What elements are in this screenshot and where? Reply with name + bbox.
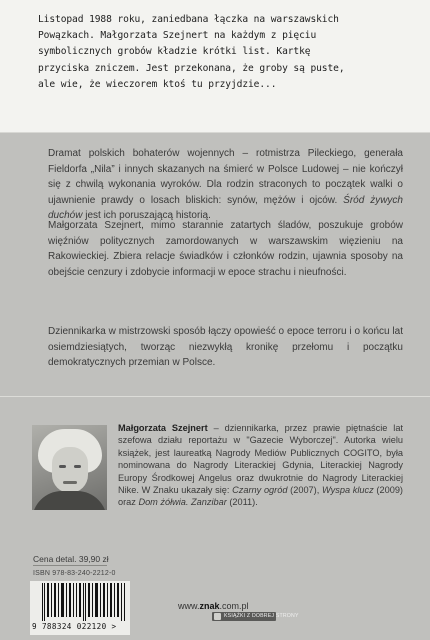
paragraph-text: Dramat polskich bohaterów wojennych – rotmistrza Pileckiego, generała Fieldorfa „Nila” i innych skazanych na śmierć w Polsce Ludowej – nie kończył się z chwilą wykonania wyroków. Dla rodzin straconych to początek walki o ujawnienie prawdy o losach bliskich: synów, mężów i ojców. bbox=[48, 148, 403, 206]
barcode-bars bbox=[42, 583, 126, 621]
book-title: Dom żółwia. Zanzibar bbox=[138, 497, 227, 508]
publisher-url bbox=[178, 601, 249, 611]
publisher-logo-icon bbox=[214, 613, 221, 620]
description-paragraph-1 bbox=[48, 146, 403, 224]
author-photo bbox=[32, 425, 107, 510]
price-label: Cena detal. 39,90 zł bbox=[33, 554, 109, 564]
url-suffix: .com.pl bbox=[219, 601, 249, 611]
book-title: Śród żywych duchów bbox=[48, 194, 403, 222]
book-title: Wyspa klucz bbox=[321, 485, 374, 496]
publisher-tagline: KSIĄŻKI Z DOBREJ STRONY bbox=[224, 613, 299, 619]
description-paragraph-2: Małgorzata Szejnert, mimo starannie zatartych śladów, poszukuje grobów więźniów politycznych zamordowanych w warszawskim więzieniu na Rakowieckiej. Zbiera relacje świadków i członków rodzin, ujawnia sposoby na obejście cenzury i zdobycie informacji w epoce strachu i nieufności. bbox=[48, 220, 403, 278]
quote-line: ale wie, że wieczorem ktoś tu przyjdzie... bbox=[38, 78, 277, 90]
quote-box bbox=[0, 0, 430, 133]
price-underline bbox=[33, 565, 107, 566]
bio-text: (2011). bbox=[226, 497, 258, 508]
quote-line: Listopad 1988 roku, zaniedbana łączka na warszawskich bbox=[38, 14, 339, 25]
intro-quote bbox=[38, 12, 398, 93]
barcode-digits: 9 788324 022120 > bbox=[32, 622, 117, 631]
bio-text: – dziennikarka, przez prawie piętnaście lat szefowa działu reportażu w "Gazecie Wyborczej". Autorka wielu książek, jest laureatką Nagrody Mediów Publicznych COGITO, była nominowana do Nagrody Literackiej Gdynia, Literackiej Nagrody Europy Środkowej Angelus oraz dwukrotnie do Nagrody Literackiej Nike. W Znaku ukazały się: bbox=[118, 423, 404, 496]
description-paragraph-3: Dziennikarka w mistrzowski sposób łączy opowieść o epoce terroru i o końcu lat osiemdziesiątych, tworząc niezwykłą kronikę przełomu i początku demokratycznych przemian w Polsce. bbox=[48, 326, 403, 369]
url-prefix: www. bbox=[178, 601, 200, 611]
bio-text: (2009) oraz bbox=[118, 485, 403, 508]
author-name: Małgorzata Szejnert bbox=[118, 423, 208, 433]
barcode bbox=[30, 581, 130, 635]
bio-text: (2007), bbox=[287, 485, 322, 496]
section-divider bbox=[0, 396, 430, 397]
url-brand: znak bbox=[199, 601, 220, 611]
author-bio bbox=[118, 422, 403, 509]
isbn-label: ISBN 978-83-240-2212-0 bbox=[33, 570, 116, 577]
quote-line: przyciska zniczem. Jest przekonana, że groby są puste, bbox=[38, 62, 345, 74]
paragraph-text: jest ich poruszającą historią. bbox=[82, 210, 211, 222]
book-title: Czarny ogród bbox=[232, 485, 288, 496]
quote-line: symbolicznych grobów kładzie krótki list. Kartkę bbox=[38, 46, 311, 58]
quote-line: Powązkach. Małgorzata Szejnert na każdym z pięciu bbox=[38, 30, 317, 42]
